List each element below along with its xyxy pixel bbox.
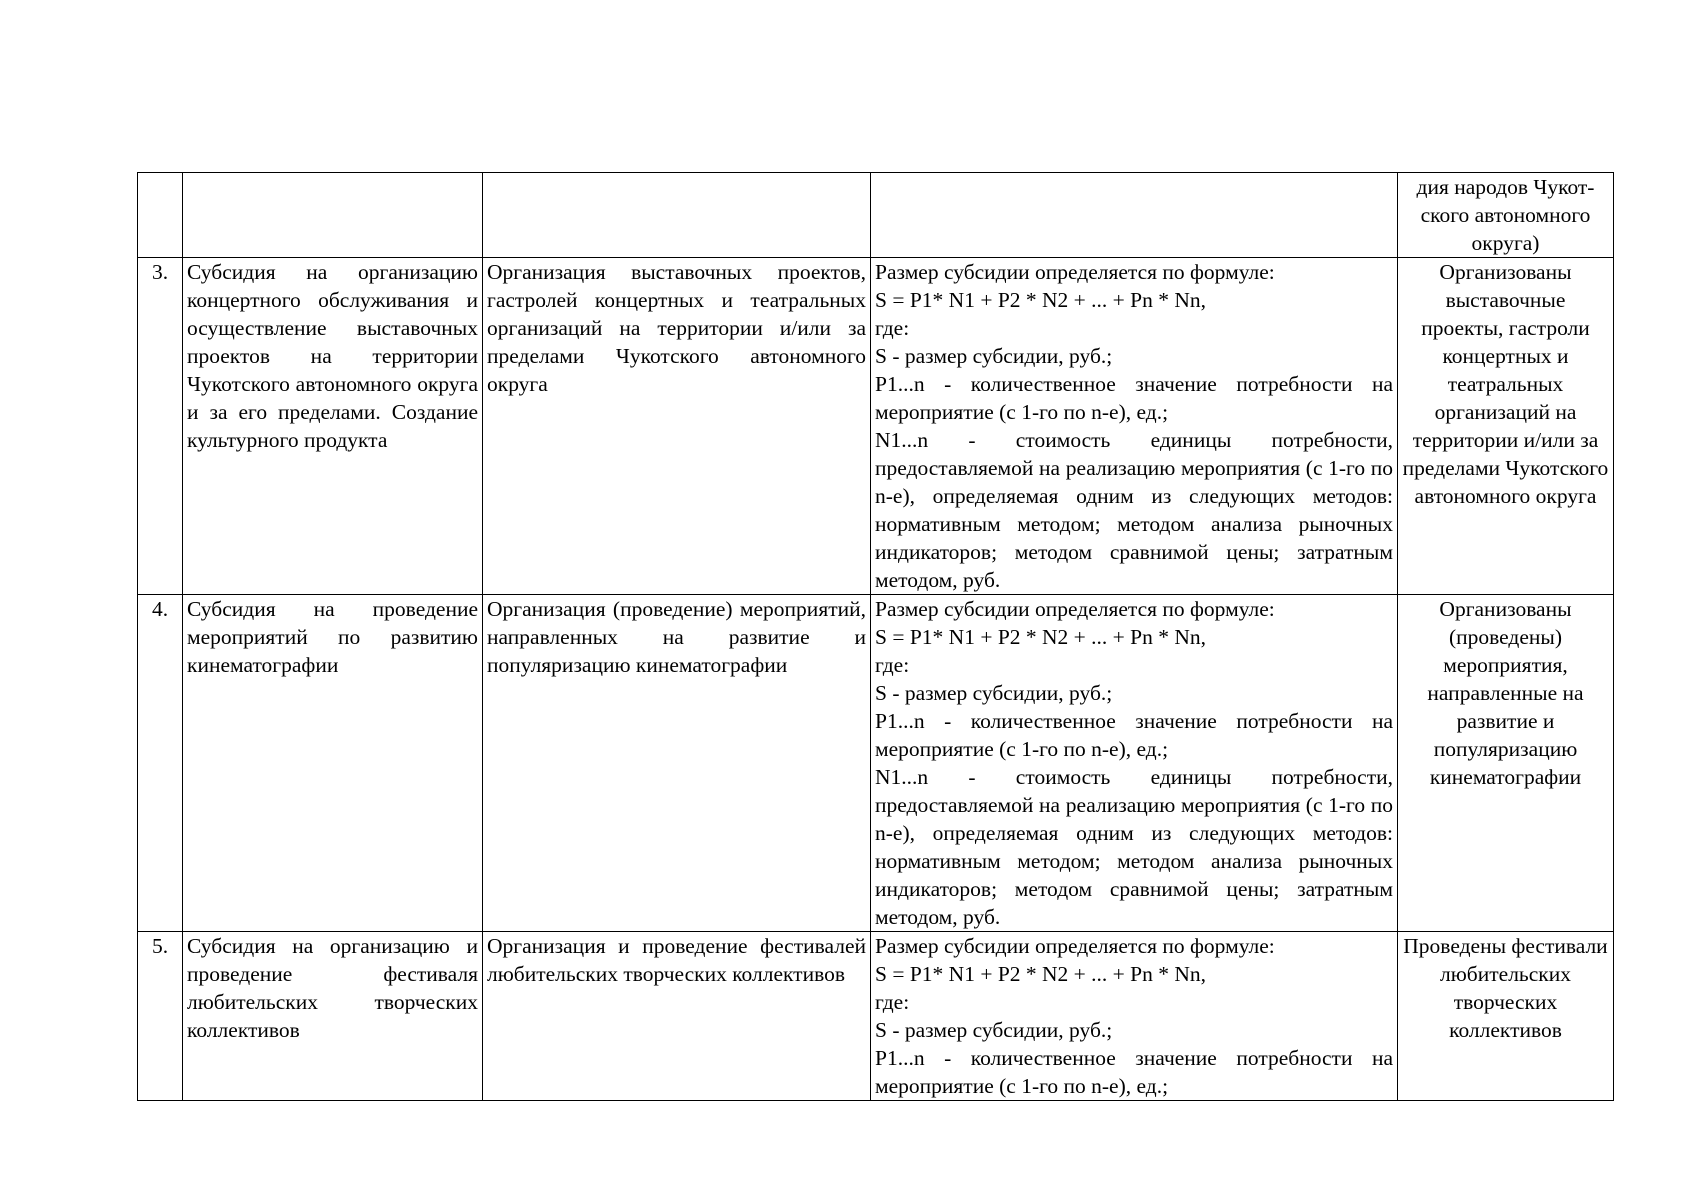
result-cell bbox=[1398, 173, 1614, 258]
table-row-continuation bbox=[138, 173, 1614, 258]
result-text: Организованы выставочные проекты, гастроли концертных и театральных организаций на территории и/или за пределами Чукотского автономного округа bbox=[1402, 260, 1609, 508]
formula-expression: S = P1* N1 + P2 * N2 + ... + Pn * Nn, bbox=[875, 625, 1207, 649]
formula-cell bbox=[871, 258, 1398, 595]
goal-text: Организация и проведение фестивалей любительских творческих коллективов bbox=[487, 934, 866, 986]
result-text: дия народов Чукот-ского автономного округа) bbox=[1416, 175, 1595, 255]
subsidy-table bbox=[137, 172, 1614, 1101]
subsidy-name: Субсидия на проведение мероприятий по развитию кинематографии bbox=[187, 597, 478, 677]
formula-intro: Размер субсидии определяется по формуле: bbox=[875, 260, 1275, 284]
formula-def-n: N1...n - стоимость единицы потребности, предоставляемой на реализацию мероприятия (с 1-го по n-е), определяемая одним из следующих методов: нормативным методом; методом анализа рыночных индикаторов; методом сравнимой цены; затратным методом, руб. bbox=[875, 428, 1393, 592]
row-number: 3. bbox=[151, 260, 169, 284]
table-row bbox=[138, 258, 1614, 595]
formula-cell bbox=[871, 173, 1398, 258]
goal-cell bbox=[483, 258, 871, 595]
result-cell bbox=[1398, 595, 1614, 932]
table-row bbox=[138, 932, 1614, 1101]
formula-where: где: bbox=[875, 316, 910, 340]
subsidy-name: Субсидия на организацию концертного обслуживания и осуществление выставочных проектов на территории Чукотского автономного округа и за его пределами. Создание культурного продукта bbox=[187, 260, 478, 452]
formula-intro: Размер субсидии определяется по формуле: bbox=[875, 597, 1275, 621]
goal-cell bbox=[483, 595, 871, 932]
row-number-cell bbox=[138, 258, 183, 595]
formula-where: где: bbox=[875, 990, 910, 1014]
formula-cell bbox=[871, 932, 1398, 1101]
formula-def-p: P1...n - количественное значение потребности на мероприятие (с 1-го по n-е), ед.; bbox=[875, 1046, 1393, 1098]
subsidy-name-cell bbox=[183, 595, 483, 932]
row-number: 5. bbox=[151, 934, 169, 958]
formula-expression: S = P1* N1 + P2 * N2 + ... + Pn * Nn, bbox=[875, 288, 1207, 312]
formula-def-s: S - размер субсидии, руб.; bbox=[875, 1018, 1113, 1042]
result-text: Проведены фестивали любительских творческих коллективов bbox=[1403, 934, 1608, 1042]
table-row bbox=[138, 595, 1614, 932]
formula-def-n: N1...n - стоимость единицы потребности, предоставляемой на реализацию мероприятия (с 1-го по n-е), определяемая одним из следующих методов: нормативным методом; методом анализа рыночных индикаторов; методом сравнимой цены; затратным методом, руб. bbox=[875, 765, 1393, 929]
goal-text: Организация (проведение) мероприятий, направленных на развитие и популяризацию кинематографии bbox=[487, 597, 866, 677]
formula-def-p: P1...n - количественное значение потребности на мероприятие (с 1-го по n-е), ед.; bbox=[875, 709, 1393, 761]
result-text: Организованы (проведены) мероприятия, направленные на развитие и популяризацию кинематографии bbox=[1427, 597, 1584, 789]
formula-intro: Размер субсидии определяется по формуле: bbox=[875, 934, 1275, 958]
goal-cell bbox=[483, 173, 871, 258]
formula-def-s: S - размер субсидии, руб.; bbox=[875, 681, 1113, 705]
goal-cell bbox=[483, 932, 871, 1101]
formula-def-s: S - размер субсидии, руб.; bbox=[875, 344, 1113, 368]
formula-def-p: P1...n - количественное значение потребности на мероприятие (с 1-го по n-е), ед.; bbox=[875, 372, 1393, 424]
subsidy-name-cell bbox=[183, 173, 483, 258]
result-cell bbox=[1398, 932, 1614, 1101]
row-number-cell bbox=[138, 595, 183, 932]
row-number: 4. bbox=[151, 597, 169, 621]
formula-where: где: bbox=[875, 653, 910, 677]
subsidy-name: Субсидия на организацию и проведение фестиваля любительских творческих коллективов bbox=[187, 934, 478, 1042]
subsidy-name-cell bbox=[183, 258, 483, 595]
subsidy-name-cell bbox=[183, 932, 483, 1101]
result-cell bbox=[1398, 258, 1614, 595]
goal-text: Организация выставочных проектов, гастролей концертных и театральных организаций на территории и/или за пределами Чукотского автономного округа bbox=[487, 260, 866, 396]
row-number-cell bbox=[138, 173, 183, 258]
formula-expression: S = P1* N1 + P2 * N2 + ... + Pn * Nn, bbox=[875, 962, 1207, 986]
row-number-cell bbox=[138, 932, 183, 1101]
formula-cell bbox=[871, 595, 1398, 932]
